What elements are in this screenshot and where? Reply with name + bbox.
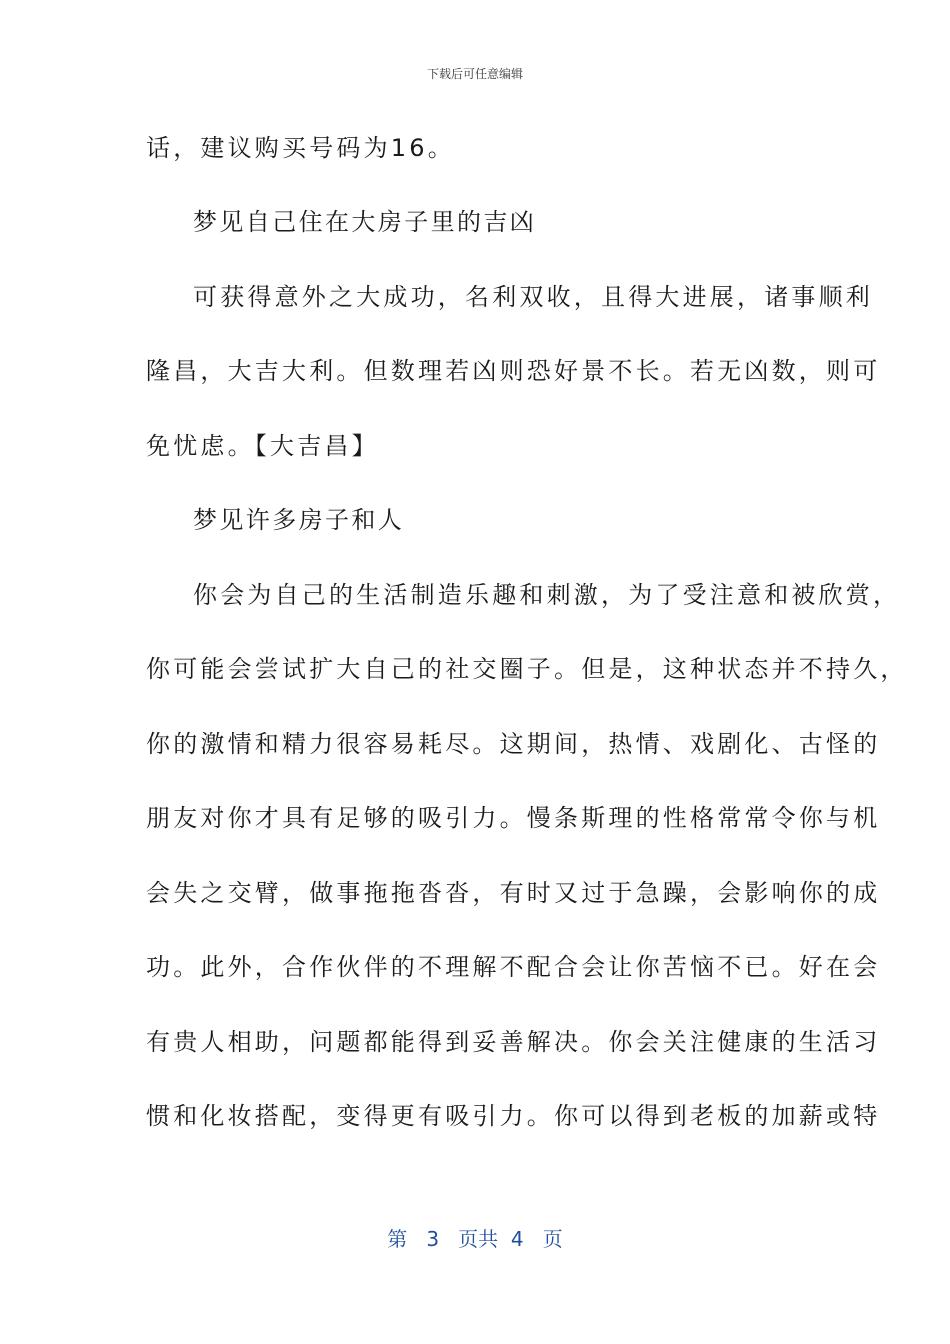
body-line-8: 你可能会尝试扩大自己的社交圈子。但是，这种状态并不持久， [146, 655, 908, 683]
footer-suffix: 页 [542, 1227, 563, 1251]
page-header: 下载后可任意编辑 [426, 67, 523, 81]
footer-prefix: 第 [387, 1227, 408, 1251]
body-line-11: 会失之交臂，做事拖拖沓沓，有时又过于急躁，会影响你的成 [146, 879, 881, 907]
body-line-14: 惯和化妆搭配，变得更有吸引力。你可以得到老板的加薪或特 [146, 1102, 881, 1130]
body-line-1: 话，建议购买号码为16。 [146, 134, 455, 162]
section-heading-big-house: 梦见自己住在大房子里的吉凶 [193, 208, 537, 236]
body-line-10: 朋友对你才具有足够的吸引力。慢条斯理的性格常常令你与机 [146, 804, 881, 832]
body-line-12: 功。此外，合作伙伴的不理解不配合会让你苦恼不已。好在会 [146, 953, 881, 981]
body-line-9: 你的激情和精力很容易耗尽。这期间，热情、戏剧化、古怪的 [146, 730, 881, 758]
footer-total-pages: 4 [510, 1227, 524, 1251]
body-line-3: 可获得意外之大成功，名利双收，且得大进展，诸事顺利 [193, 283, 873, 311]
body-line-7: 你会为自己的生活制造乐趣和刺激，为了受注意和被欣赏， [193, 581, 901, 609]
footer-middle: 页共 [458, 1227, 499, 1251]
body-line-5: 免忧虑。【大吉昌】 [146, 432, 379, 460]
body-line-4: 隆昌，大吉大利。但数理若凶则恐好景不长。若无凶数，则可 [146, 357, 881, 385]
page-number-footer [0, 1226, 950, 1252]
section-heading-many-houses: 梦见许多房子和人 [193, 506, 405, 534]
footer-current-page: 3 [426, 1227, 440, 1251]
body-line-13: 有贵人相助，问题都能得到妥善解决。你会关注健康的生活习 [146, 1028, 881, 1056]
